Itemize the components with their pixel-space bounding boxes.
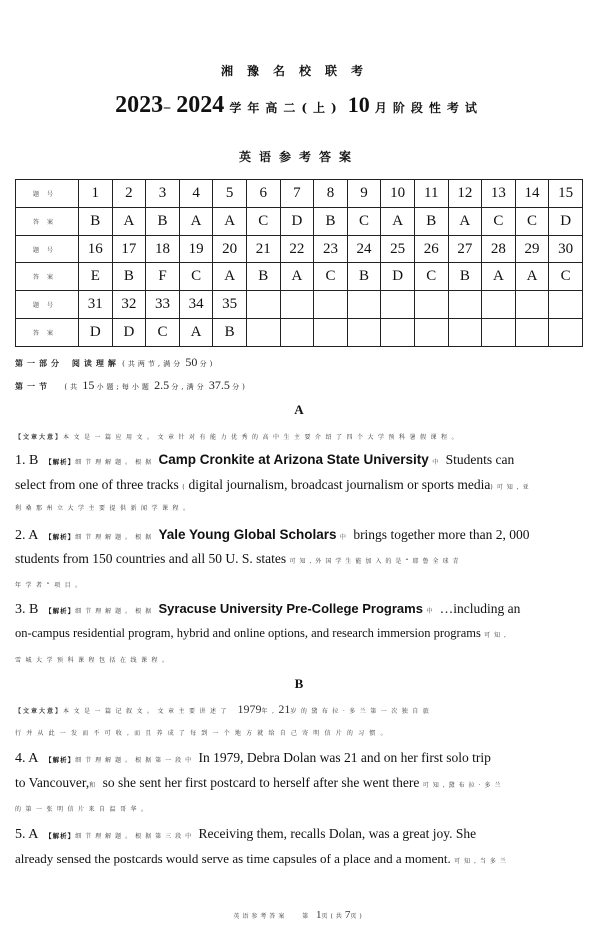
- question-number-cell: [414, 291, 448, 319]
- question-number-cell: 13: [482, 180, 516, 208]
- answer-cell: E: [79, 263, 113, 291]
- question-number-cell: 19: [179, 235, 213, 263]
- answer-cell: [448, 319, 482, 347]
- answer-item-4-line3: 的第一张明信片来自温哥华。: [15, 806, 152, 813]
- answer-cell: [246, 319, 280, 347]
- answer-item-4-line2: to Vancouver,和 so she sent her first postcard to herself after she went there 可知,黛布拉·多兰: [15, 775, 505, 790]
- question-number-cell: 27: [448, 235, 482, 263]
- answer-cell: [414, 319, 448, 347]
- answer-cell: B: [146, 207, 180, 235]
- answer-item-5: 5. A 【解析】细节理解题。根据第三段中 Receiving them, recalls Dolan, was a great joy. She: [15, 826, 477, 842]
- question-number-cell: [381, 291, 415, 319]
- year-end: 2024: [176, 92, 225, 118]
- table-row-answers: [16, 207, 583, 235]
- answer-cell: B: [112, 263, 146, 291]
- answer-cell: A: [381, 207, 415, 235]
- question-number-cell: [482, 291, 516, 319]
- answer-item-3-line3: 雪城大学预科课程包括在线课程。: [15, 657, 173, 664]
- answer-item-2-line3: 年学者”项目。: [15, 582, 86, 589]
- answer-cell: B: [448, 263, 482, 291]
- question-number-cell: 1: [79, 180, 113, 208]
- answer-item-2: 2. A 【解析】细节理解题。根据 Yale Young Global Scholars 中 brings together more than 2, 000: [15, 527, 530, 543]
- question-number-cell: 24: [347, 235, 381, 263]
- answer-cell: C: [482, 207, 516, 235]
- label-question-number: 题号: [16, 291, 79, 319]
- answer-cell: B: [246, 263, 280, 291]
- label-answer: 答案: [16, 207, 79, 235]
- question-number-cell: 26: [414, 235, 448, 263]
- passage-b-summary-line2: 行并从此一发而不可收,而且养成了每到一个地方就给自己寄明信片的习惯。: [15, 730, 392, 737]
- answer-cell: A: [112, 207, 146, 235]
- answer-cell: D: [381, 263, 415, 291]
- question-number-cell: [280, 291, 314, 319]
- answer-cell: A: [448, 207, 482, 235]
- question-number-cell: 5: [213, 180, 247, 208]
- answer-item-2-line2: students from 150 countries and all 50 U. S. states 可知,外国学生能加入的是“耶鲁全球青: [15, 551, 463, 566]
- section-heading: 第一节 (共 15 小题;每小题 2.5 分,满分 37.5 分): [15, 378, 248, 392]
- passage-b-letter: B: [294, 676, 304, 691]
- answer-item-1-line2: select from one of three tracks (digital journalism, broadcast journalism or sports media)可知,亚: [15, 477, 533, 492]
- question-number-cell: 34: [179, 291, 213, 319]
- question-number-cell: 28: [482, 235, 516, 263]
- question-number-cell: [347, 291, 381, 319]
- label-question-number: 题号: [16, 235, 79, 263]
- answer-cell: [381, 319, 415, 347]
- label-question-number: 题号: [16, 180, 79, 208]
- question-number-cell: [448, 291, 482, 319]
- question-number-cell: [515, 291, 549, 319]
- answer-cell: C: [246, 207, 280, 235]
- answer-cell: D: [79, 319, 113, 347]
- answer-cell: A: [482, 263, 516, 291]
- answer-cell: [515, 319, 549, 347]
- answer-cell: A: [179, 207, 213, 235]
- question-number-cell: 23: [314, 235, 348, 263]
- question-number-cell: 29: [515, 235, 549, 263]
- question-number-cell: 35: [213, 291, 247, 319]
- table-row-answers: [16, 263, 583, 291]
- year-dash: –: [163, 97, 172, 116]
- answer-table: [15, 179, 583, 347]
- question-number-cell: 16: [79, 235, 113, 263]
- question-number-cell: [549, 291, 583, 319]
- question-number-cell: 6: [246, 180, 280, 208]
- exam-organizer: 湘豫名校联考: [220, 64, 377, 78]
- question-number-cell: 17: [112, 235, 146, 263]
- answer-item-4: 4. A 【解析】细节理解题。根据第一段中 In 1979, Debra Dolan was 21 and on her first solo trip: [15, 750, 491, 766]
- passage-b-summary: 【文章大意】本文是一篇记叙文。文章主要讲述了 1979年,21岁的黛布拉·多兰第一次独自旅: [15, 702, 434, 716]
- answer-item-1-line3: 利桑那州立大学主要提供新闻学课程。: [15, 505, 194, 512]
- answer-cell: D: [549, 207, 583, 235]
- answer-item-3: 3. B 【解析】细节理解题。根据 Syracuse University Pre-College Programs 中 …including an: [15, 601, 521, 617]
- answer-cell: A: [280, 263, 314, 291]
- question-number-cell: 3: [146, 180, 180, 208]
- answer-cell: [549, 319, 583, 347]
- question-number-cell: 25: [381, 235, 415, 263]
- table-row-question-numbers: [16, 291, 583, 319]
- label-answer: 答案: [16, 263, 79, 291]
- answer-cell: C: [314, 263, 348, 291]
- question-number-cell: [246, 291, 280, 319]
- question-number-cell: 20: [213, 235, 247, 263]
- exam-type-text: 月阶段性考试: [374, 101, 483, 115]
- question-number-cell: 33: [146, 291, 180, 319]
- question-number-cell: 9: [347, 180, 381, 208]
- question-number-cell: [314, 291, 348, 319]
- question-number-cell: 18: [146, 235, 180, 263]
- answer-cell: A: [179, 319, 213, 347]
- answer-cell: [347, 319, 381, 347]
- answer-cell: C: [347, 207, 381, 235]
- answer-item-3-line2: on-campus residential program, hybrid and online options, and research immersion programs 可知,: [15, 626, 510, 640]
- exam-name: [0, 92, 598, 119]
- year-start: 2023: [115, 92, 164, 118]
- answer-item-5-line2: already sensed the postcards would serve as time capsules of a place and a moment. 可知,当多兰: [15, 851, 510, 866]
- answer-cell: A: [515, 263, 549, 291]
- answer-cell: B: [314, 207, 348, 235]
- answer-cell: D: [280, 207, 314, 235]
- question-number-cell: 2: [112, 180, 146, 208]
- question-number-cell: 14: [515, 180, 549, 208]
- table-row-question-numbers: [16, 235, 583, 263]
- label-answer: 答案: [16, 319, 79, 347]
- question-number-cell: 21: [246, 235, 280, 263]
- answer-cell: C: [549, 263, 583, 291]
- passage-a-letter: A: [294, 402, 304, 417]
- term-text: 学年高二(上): [229, 101, 343, 115]
- answer-cell: C: [179, 263, 213, 291]
- question-number-cell: 4: [179, 180, 213, 208]
- answer-cell: B: [347, 263, 381, 291]
- question-number-cell: 31: [79, 291, 113, 319]
- answer-cell: C: [414, 263, 448, 291]
- part-heading: 第一部分 阅读理解 (共两节,满分 50 分): [15, 355, 216, 369]
- question-number-cell: 32: [112, 291, 146, 319]
- question-number-cell: 15: [549, 180, 583, 208]
- answer-cell: B: [213, 319, 247, 347]
- answer-cell: [314, 319, 348, 347]
- question-number-cell: 30: [549, 235, 583, 263]
- question-number-cell: 11: [414, 180, 448, 208]
- table-row-question-numbers: [16, 180, 583, 208]
- question-number-cell: 22: [280, 235, 314, 263]
- answer-item-1: 1. B 【解析】细节理解题。根据 Camp Cronkite at Arizona State University 中 Students can: [15, 452, 515, 468]
- month-number: 10: [347, 92, 370, 117]
- answer-cell: D: [112, 319, 146, 347]
- answer-cell: A: [213, 207, 247, 235]
- question-number-cell: 7: [280, 180, 314, 208]
- question-number-cell: 10: [381, 180, 415, 208]
- answer-cell: A: [213, 263, 247, 291]
- table-row-answers: [16, 319, 583, 347]
- answer-cell: C: [515, 207, 549, 235]
- passage-a-summary: 【文章大意】本文是一篇应用文。文章针对有能力优秀的高中生主要介绍了四个大学预科暑假课程。: [15, 434, 463, 441]
- answer-cell: [482, 319, 516, 347]
- answer-cell: [280, 319, 314, 347]
- answer-cell: B: [79, 207, 113, 235]
- answer-cell: C: [146, 319, 180, 347]
- question-number-cell: 12: [448, 180, 482, 208]
- answer-cell: F: [146, 263, 180, 291]
- answer-cell: B: [414, 207, 448, 235]
- question-number-cell: 8: [314, 180, 348, 208]
- page-footer: 英语参考答案 第 1页(共7页): [233, 909, 365, 921]
- doc-subtitle: 英语参考答案: [238, 150, 359, 164]
